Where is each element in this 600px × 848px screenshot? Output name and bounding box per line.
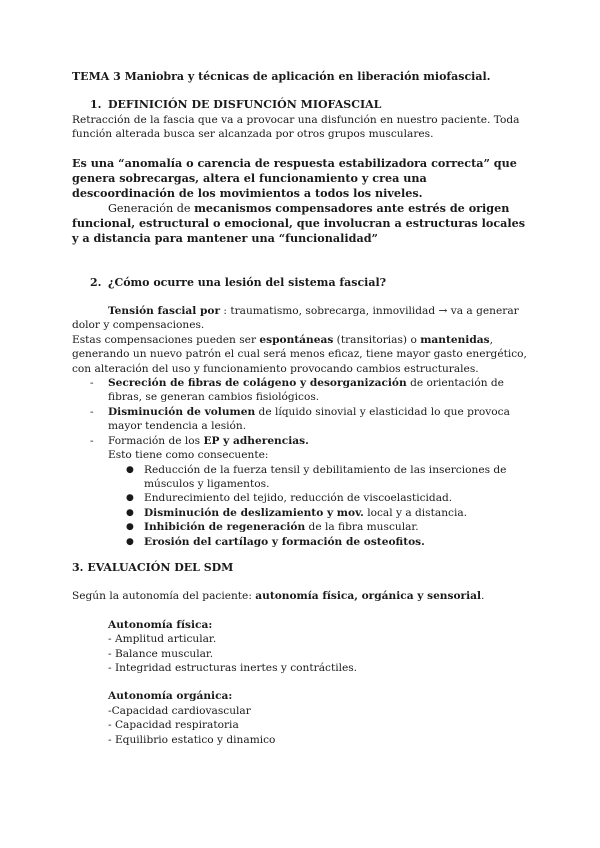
organic-item: -Capacidad cardiovascular <box>108 704 251 717</box>
organic-item: - Capacidad respiratoria <box>108 719 239 732</box>
tension-text: : traumatismo, sobrecarga, inmovilidad → va a generar dolor y compensaciones. <box>72 305 519 332</box>
organic-autonomy-block <box>72 689 532 747</box>
list-item-text: local y a distancia. <box>363 506 468 519</box>
comp-spontaneous: espontáneas <box>259 333 334 346</box>
s3-intro-bold: autonomía física, orgánica y sensorial <box>255 590 482 603</box>
s1-paragraph-1: Retracción de la fascia que va a provocar una disfunción en nuestro paciente. Toda función alterada busca ser alcanzada por otros grupos musculares. <box>72 113 520 141</box>
bullet-icon: ● <box>126 493 134 504</box>
document-page <box>72 70 532 747</box>
compensation-paragraph <box>72 333 532 376</box>
section-1-number: 1. <box>90 98 102 112</box>
physical-item: - Amplitud articular. <box>108 633 217 646</box>
dash-marker: - <box>90 377 94 390</box>
s1-paragraph-2: Es una “anomalía o carencia de respuesta estabilizadora correcta” que genera sobrecargas, altera el funcionamiento y crea una descoordinación de los movimientos a todos los niveles. <box>72 155 517 200</box>
dash-item-1 <box>72 376 532 405</box>
tension-paragraph <box>72 304 532 333</box>
list-item <box>126 491 532 505</box>
list-item <box>126 506 532 520</box>
list-item <box>126 535 532 549</box>
dash-2-bold: Disminución de volumen <box>108 405 256 418</box>
physical-autonomy-block <box>72 618 532 676</box>
section-1-heading <box>72 98 532 112</box>
physical-item: - Integridad estructuras inertes y contráctiles. <box>108 661 358 674</box>
section-3-heading: 3. EVALUACIÓN DEL SDM <box>72 560 234 574</box>
section-1-title: DEFINICIÓN DE DISFUNCIÓN MIOFASCIAL <box>108 98 382 112</box>
list-item-text: de la fibra muscular. <box>305 521 419 534</box>
section-2-title: ¿Cómo ocurre una lesión del sistema fascial? <box>108 275 387 289</box>
s3-intro-end: . <box>481 590 485 603</box>
bullet-icon: ● <box>126 507 134 518</box>
list-item-text: Endurecimiento del tejido, reducción de viscoelasticidad. <box>144 492 453 505</box>
dash-marker: - <box>90 434 94 447</box>
consequence-list <box>72 463 532 549</box>
bullet-icon: ● <box>126 536 134 547</box>
organic-item: - Equilibrio estatico y dinamico <box>108 733 276 746</box>
consequence-line: Esto tiene como consecuente: <box>108 449 269 462</box>
document-title: TEMA 3 Maniobra y técnicas de aplicación en liberación miofascial. <box>72 70 491 83</box>
dash-marker: - <box>90 405 94 418</box>
s1-p3-bold: mecanismos compensadores ante estrés de origen funcional, estructural o emocional, que involucran a estructuras locales y a distancia para mantener una “funcionalidad” <box>72 200 526 245</box>
s3-intro-text: Según la autonomía del paciente: <box>72 590 256 603</box>
bullet-icon: ● <box>126 464 134 475</box>
s1-paragraph-3 <box>72 201 532 246</box>
list-item <box>126 463 532 492</box>
dash-1-bold: Secreción de fibras de colágeno y desorganización <box>108 377 407 390</box>
dash-item-3 <box>72 434 532 448</box>
dash-3-bold: EP y adherencias. <box>203 434 309 447</box>
physical-item: - Balance muscular. <box>108 647 214 660</box>
list-item-bold: Erosión del cartílago y formación de osteofitos. <box>144 535 425 548</box>
organic-autonomy-title: Autonomía orgánica: <box>108 690 233 703</box>
dash-2-text: de líquido sinovial y elasticidad lo que provoca mayor tendencia a lesión. <box>108 405 510 433</box>
list-item-text: Reducción de la fuerza tensil y debilitamiento de las inserciones de músculos y ligamentos. <box>144 463 507 490</box>
comp-text-c: (transitorias) o <box>333 333 421 346</box>
dash-3-text: Formación de los <box>108 434 204 447</box>
physical-autonomy-title: Autonomía física: <box>108 618 213 631</box>
comp-maintained: mantenidas <box>420 333 490 346</box>
comp-text-a: Estas compensaciones pueden ser <box>72 333 260 346</box>
section-2-number: 2. <box>90 275 102 289</box>
section-2-heading <box>72 276 532 290</box>
comp-text-e: , generando un nuevo patrón el cual será menos eficaz, tiene mayor gasto energético, con alteración del uso y funcionamiento provocando cambios estructurales. <box>72 333 527 375</box>
list-item-bold: Disminución de deslizamiento y mov. <box>144 506 364 519</box>
list-item <box>126 520 532 534</box>
s1-p3-lead: Generación de <box>108 201 195 215</box>
tension-label: Tensión fascial por <box>108 305 221 318</box>
dash-1-text: de orientación de fibras, se generan cambios fisiológicos. <box>108 377 504 404</box>
dash-item-2 <box>72 405 532 434</box>
bullet-icon: ● <box>126 522 134 533</box>
s3-intro <box>72 589 532 603</box>
list-item-bold: Inhibición de regeneración <box>144 521 306 534</box>
